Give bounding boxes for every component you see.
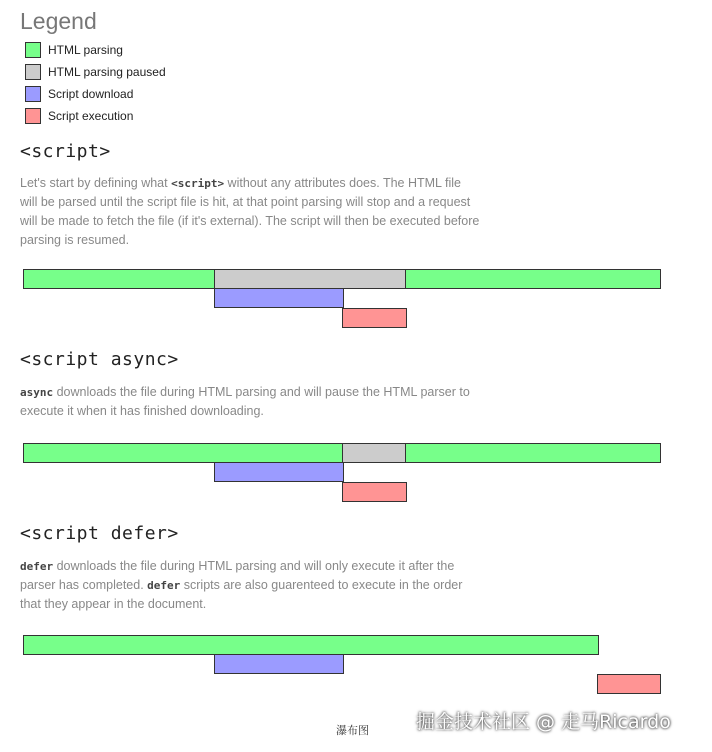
inline-code: defer [20, 560, 54, 573]
description-text: downloads the file during HTML parsing and will pause the HTML parser to execute it when it has finished downloading. [20, 385, 470, 418]
legend-swatch-html-parsing [25, 42, 41, 58]
description-text: downloads the file during HTML parsing and will only execute it after the parser has completed. [20, 559, 455, 592]
section-title-script-defer: <script defer> [20, 523, 179, 544]
legend-item-script-execution [25, 107, 133, 125]
inline-code: <script> [171, 177, 225, 190]
section-title-script-async: <script async> [20, 349, 179, 370]
section-description-script-async [20, 383, 480, 421]
bar-script-execution [342, 482, 407, 502]
legend-item-html-parsing [25, 41, 123, 59]
section-description-script-defer [20, 557, 480, 614]
bar-html-parsing [23, 443, 344, 463]
bar-script-download [214, 288, 344, 308]
description-text: without any attributes does. The HTML file will be parsed until the script file is hit, at that point parsing will stop and a request will be made to fetch the file (if it's external). The script will then be executed before parsing is resumed. [20, 176, 480, 247]
inline-code: async [20, 386, 54, 399]
legend-label: HTML parsing [48, 43, 123, 57]
timeline-script [0, 269, 712, 331]
bar-html-parsing [23, 269, 216, 289]
bar-html-parsing [23, 635, 599, 655]
bar-script-download [214, 654, 344, 674]
legend-swatch-script-download [25, 86, 41, 102]
legend-item-script-download [25, 85, 133, 103]
bar-html-parsing [405, 269, 661, 289]
bar-html-parsing-paused [214, 269, 407, 289]
inline-code: defer [147, 579, 181, 592]
legend-item-html-parsing-paused [25, 63, 166, 81]
legend-swatch-script-execution [25, 108, 41, 124]
watermark: 掘金技术社区 @ 走马Ricardo [416, 711, 671, 733]
legend-title: Legend [20, 8, 97, 34]
legend-label: Script download [48, 87, 134, 101]
bar-html-parsing-paused [342, 443, 407, 463]
legend-swatch-html-parsing-paused [25, 64, 41, 80]
description-text: scripts are also guarenteed to execute in the order that they appear in the document. [20, 578, 463, 611]
legend-label: HTML parsing paused [48, 65, 166, 79]
section-description-script [20, 174, 480, 250]
bar-html-parsing [405, 443, 661, 463]
section-title-script: <script> [20, 141, 111, 162]
timeline-script-defer [0, 635, 712, 697]
timeline-script-async [0, 443, 712, 505]
bar-script-execution [597, 674, 661, 694]
bar-script-download [214, 462, 344, 482]
legend-label: Script execution [48, 109, 134, 123]
bar-script-execution [342, 308, 407, 328]
figure-caption: 瀑布图 [336, 724, 369, 737]
description-text: Let's start by defining what [20, 176, 172, 190]
